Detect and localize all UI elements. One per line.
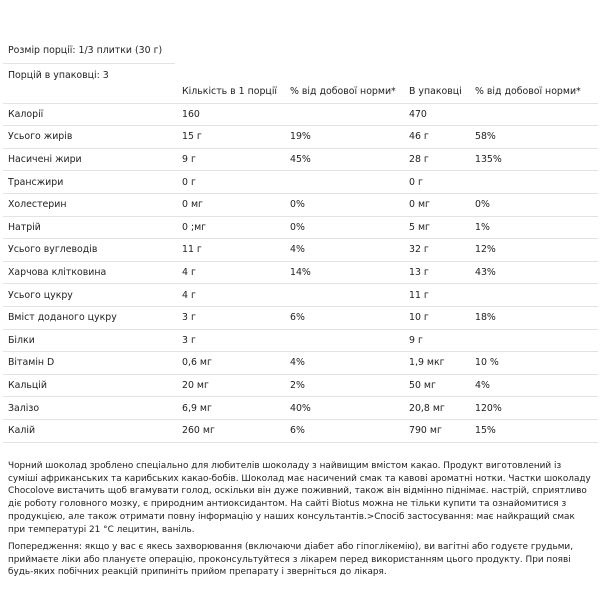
nutrient-value: 0,6 мг [177,352,285,375]
nutrient-name: Натрій [3,216,177,239]
nutrient-value: 4 г [177,261,285,284]
nutrient-value: 32 г [404,239,470,262]
nutrient-value [285,284,404,307]
table-row [3,216,598,239]
nutrient-name: Вітамін D [3,352,177,375]
nutrient-value: 46 г [404,126,470,149]
nutrient-value: 0 ;мг [177,216,285,239]
nutrient-name: Усього вуглеводів [3,239,177,262]
warning-text: Попередження: якщо у вас є якесь захворювання (включаючи діабет або гіпоглікемію), ви вагітні або годуєте грудьми, приймаєте ліки або плануєте операцію, проконсультуйтеся з лікарем перед використанням цього продукту. При появі будь-яких побічних реакцій припиніть прийом препарату і зверніться до лікаря. [8,542,574,578]
table-row [3,171,598,194]
nutrient-value: 5 мг [404,216,470,239]
nutrient-value: 14% [285,261,404,284]
nutrient-value: 4% [285,239,404,262]
nutrient-name: Усього цукру [3,284,177,307]
table-row [3,397,598,420]
nutrient-value: 120% [470,397,598,420]
nutrient-value: 790 мг [404,419,470,442]
nutrient-value: 6,9 мг [177,397,285,420]
nutrient-value: 50 мг [404,374,470,397]
nutrient-value: 28 г [404,148,470,171]
nutrient-value [470,284,598,307]
table-row [3,352,598,375]
nutrient-name: Харчова клітковина [3,261,177,284]
nutrition-table [3,81,598,443]
nutrient-value: 4 г [177,284,285,307]
nutrient-value: 9 г [177,148,285,171]
nutrient-value: 58% [470,126,598,149]
nutrient-name: Калорії [3,103,177,126]
nutrient-value: 43% [470,261,598,284]
nutrient-value: 2% [285,374,404,397]
nutrient-value: 12% [470,239,598,262]
product-description: Чорний шоколад зроблено спеціально для любителів шоколаду з найвищим вмістом какао. Продукт виготовлений із суміші африканських та карибських какао-бобів. Шоколад має насичений смак та кавові ароматні нотки. Частки шоколаду Chocolove вистачить щоб вгамувати голод, оскільки він дуже поживний, також він відмінно піднімає. настрій, сприятливо діє роботу головного мозку, є природним антиоксидантом. На сайті Biotus можна не тільки купити та ознайомитися з продукцією, але також отримати повну інформацію у наших консультантів.>Спосіб застосування: має найкращий смак при температурі 21 °С лецитин, ваніль. [8,461,591,535]
nutrient-value [470,103,598,126]
divider [3,63,175,64]
nutrient-name: Калій [3,419,177,442]
column-header: Кількість в 1 порції [182,86,278,98]
nutrient-name: Трансжири [3,171,177,194]
nutrient-value: 20 мг [177,374,285,397]
table-row [3,126,598,149]
nutrient-value: 470 [404,103,470,126]
nutrient-value: 135% [470,148,598,171]
nutrient-value: 11 г [404,284,470,307]
nutrient-value: 18% [470,306,598,329]
servings-per-container: Порцій в упаковці: 3 [8,70,109,81]
column-header: % від добової норми* [290,86,396,98]
serving-size: Розмір порції: 1/3 плитки (30 г) [8,45,163,56]
nutrient-value [470,329,598,352]
nutrient-value: 3 г [177,306,285,329]
nutrient-value: 15% [470,419,598,442]
nutrient-value: 9 г [404,329,470,352]
nutrient-value [470,171,598,194]
nutrient-value: 10 г [404,306,470,329]
nutrient-value: 260 мг [177,419,285,442]
nutrient-value: 0 г [404,171,470,194]
nutrient-value: 6% [285,306,404,329]
table-row [3,374,598,397]
table-row [3,306,598,329]
nutrient-value: 19% [285,126,404,149]
nutrient-value: 0 г [177,171,285,194]
nutrient-value: 4% [470,374,598,397]
table-row [3,419,598,442]
nutrient-value [285,329,404,352]
table-row [3,193,598,216]
column-header: В упаковці [409,86,462,98]
nutrient-value: 11 г [177,239,285,262]
nutrient-name: Насичені жири [3,148,177,171]
nutrient-value: 13 г [404,261,470,284]
nutrient-value: 1% [470,216,598,239]
table-row [3,239,598,262]
nutrient-value: 15 г [177,126,285,149]
nutrient-name: Залізо [3,397,177,420]
nutrient-value: 6% [285,419,404,442]
nutrient-name: Вміст доданого цукру [3,306,177,329]
nutrient-name: Холестерин [3,193,177,216]
nutrient-value: 40% [285,397,404,420]
nutrient-name: Кальцій [3,374,177,397]
table-row [3,103,598,126]
nutrient-value: 10 % [470,352,598,375]
nutrient-value [285,103,404,126]
nutrient-value: 45% [285,148,404,171]
nutrient-value: 20,8 мг [404,397,470,420]
nutrient-name: Білки [3,329,177,352]
nutrient-value: 0 мг [177,193,285,216]
nutrient-value: 160 [177,103,285,126]
nutrient-value: 3 г [177,329,285,352]
column-header: % від добової норми* [475,86,581,98]
nutrient-value: 0% [470,193,598,216]
nutrient-value [285,171,404,194]
table-row [3,284,598,307]
table-row [3,329,598,352]
nutrient-value: 0 мг [404,193,470,216]
table-header-row [3,81,598,103]
nutrient-name: Усього жирів [3,126,177,149]
nutrient-value: 4% [285,352,404,375]
nutrient-value: 0% [285,193,404,216]
table-row [3,148,598,171]
column-header [3,81,177,103]
nutrient-value: 0% [285,216,404,239]
nutrient-value: 1,9 мкг [404,352,470,375]
table-row [3,261,598,284]
